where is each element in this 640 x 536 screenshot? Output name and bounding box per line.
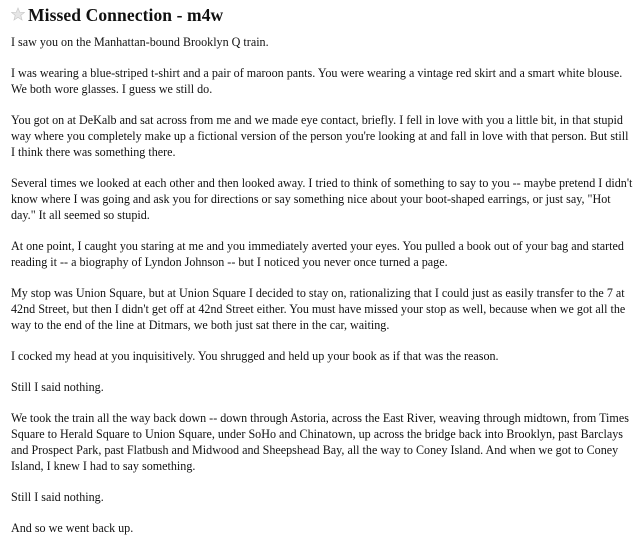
posting-paragraph: Still I said nothing. (11, 380, 104, 394)
posting-paragraph: Still I said nothing. (11, 490, 104, 504)
posting-body (11, 34, 634, 536)
star-icon[interactable] (11, 7, 25, 21)
posting-paragraph: I cocked my head at you inquisitively. You shrugged and held up your book as if that was the reason. (11, 349, 499, 363)
posting-paragraph: My stop was Union Square, but at Union Square I decided to stay on, rationalizing that I could just as easily transfer to the 7 at 42nd Street, but then I didn't get off at 42nd Street either. You must have missed your stop as well, because when we got all the way to the end of the line at Ditmars, we both just sat there in the car, waiting. (11, 286, 626, 332)
posting-paragraph: You got on at DeKalb and sat across from me and we made eye contact, briefly. I fell in love with you a little bit, in that stupid way where you completely make up a fictional version of the person you're looking at and fall in love with that person. But still I think there was something there. (11, 113, 629, 159)
posting-paragraph: And so we went back up. (11, 521, 134, 535)
posting-paragraph: I was wearing a blue-striped t-shirt and a pair of maroon pants. You were wearing a vintage red skirt and a smart white blouse. We both wore glasses. I guess we still do. (11, 66, 623, 96)
posting-paragraph: At one point, I caught you staring at me and you immediately averted your eyes. You pulled a book out of your bag and started reading it -- a biography of Lyndon Johnson -- but I noticed you never once turned a page. (11, 239, 624, 269)
posting-title: Missed Connection - m4w (28, 5, 224, 25)
posting-paragraph: We took the train all the way back down -- down through Astoria, across the East River, weaving through midtown, from Times Square to Herald Square to Union Square, under SoHo and Chinatown, up across the bridge back into Brooklyn, past Barclays and Prospect Park, past Flatbush and Midwood and Sheepshead Bay, all the way to Coney Island. And when we got to Coney Island, I knew I had to say something. (11, 411, 629, 473)
posting-paragraph: I saw you on the Manhattan-bound Brooklyn Q train. (11, 35, 269, 49)
posting-header (11, 2, 634, 28)
posting-paragraph: Several times we looked at each other and then looked away. I tried to think of something to say to you -- maybe pretend I didn't know where I was going and ask you for directions or say something nice about your boot-shaped earrings, or just say, "Hot day." It all seemed so stupid. (11, 176, 633, 222)
